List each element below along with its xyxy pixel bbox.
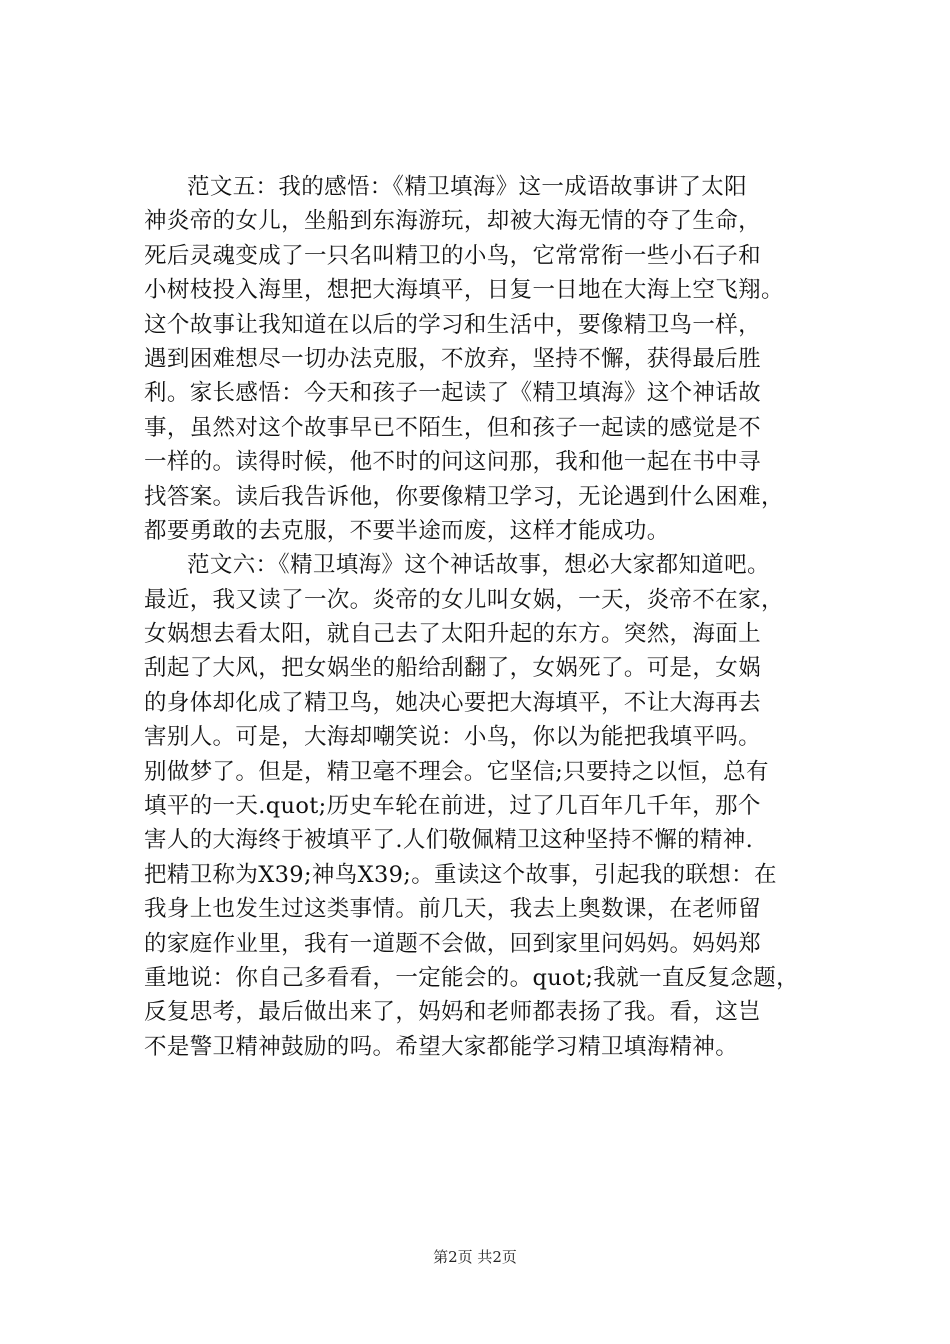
paragraph-2-line-5: 的身体却化成了精卫鸟，她决心要把大海填平，不让大海再去 [144, 689, 761, 716]
paragraph-2-line-11: 我身上也发生过这类事情。前几天，我去上奥数课，在老师留 [144, 896, 761, 923]
paragraph-1-line-7: 利。家长感悟：今天和孩子一起读了《精卫填海》这个神话故 [144, 380, 761, 407]
paragraph-2-line-9: 害人的大海终于被填平了.人们敬佩精卫这种坚持不懈的精神. [144, 827, 754, 854]
page-number-footer: 第2页 共2页 [433, 1248, 517, 1266]
paragraph-1-line-2: 神炎帝的女儿，坐船到东海游玩，却被大海无情的夺了生命， [144, 208, 761, 235]
paragraph-1-line-11: 都要勇敢的去克服，不要半途而废，这样才能成功。 [144, 517, 670, 544]
paragraph-2-line-15: 不是警卫精神鼓励的吗。希望大家都能学习精卫填海精神。 [144, 1033, 739, 1060]
paragraph-2-line-2: 最近，我又读了一次。炎帝的女儿叫女娲，一天，炎帝不在家， [144, 586, 784, 613]
paragraph-2-line-14: 反复思考，最后做出来了，妈妈和老师都表扬了我。看，这岂 [144, 999, 761, 1026]
paragraph-2-line-8: 填平的一天.quot;历史车轮在前进，过了几百年几千年，那个 [144, 793, 761, 820]
paragraph-1-line-5: 这个故事让我知道在以后的学习和生活中，要像精卫鸟一样， [144, 311, 761, 338]
paragraph-1-line-1: 范文五：我的感悟：《精卫填海》这一成语故事讲了太阳 [187, 174, 748, 200]
paragraph-2-line-1: 范文六：《精卫填海》这个神话故事，想必大家都知道吧。 [187, 552, 770, 579]
paragraph-2-line-4: 刮起了大风，把女娲坐的船给刮翻了，女娲死了。可是，女娲 [144, 655, 761, 682]
paragraph-2-line-12: 的家庭作业里，我有一道题不会做，回到家里问妈妈。妈妈郑 [144, 930, 761, 957]
paragraph-2-line-10: 把精卫称为X39;神鸟X39;。重读这个故事，引起我的联想：在 [144, 861, 777, 888]
paragraph-1-line-8: 事，虽然对这个故事早已不陌生，但和孩子一起读的感觉是不 [144, 414, 761, 441]
paragraph-1-line-10: 找答案。读后我告诉他，你要像精卫学习，无论遇到什么困难， [144, 483, 784, 510]
paragraph-1-line-9: 一样的。读得时候，他不时的问这问那，我和他一起在书中寻 [144, 449, 761, 476]
paragraph-1-line-4: 小树枝投入海里，想把大海填平，日复一日地在大海上空飞翔。 [144, 277, 784, 304]
document-body [144, 170, 856, 1064]
paragraph-1-line-6: 遇到困难想尽一切办法克服，不放弃，坚持不懈，获得最后胜 [144, 345, 761, 372]
paragraph-2-line-6: 害别人。可是，大海却嘲笑说：小鸟，你以为能把我填平吗。 [144, 724, 761, 751]
paragraph-2-line-3: 女娲想去看太阳，就自己去了太阳升起的东方。突然，海面上 [144, 621, 761, 648]
paragraph-1-line-3: 死后灵魂变成了一只名叫精卫的小鸟，它常常衔一些小石子和 [144, 242, 761, 269]
paragraph-2-line-7: 别做梦了。但是，精卫毫不理会。它坚信;只要持之以恒，总有 [144, 758, 769, 785]
paragraph-2-line-13: 重地说：你自己多看看，一定能会的。quot;我就一直反复念题， [144, 964, 799, 991]
